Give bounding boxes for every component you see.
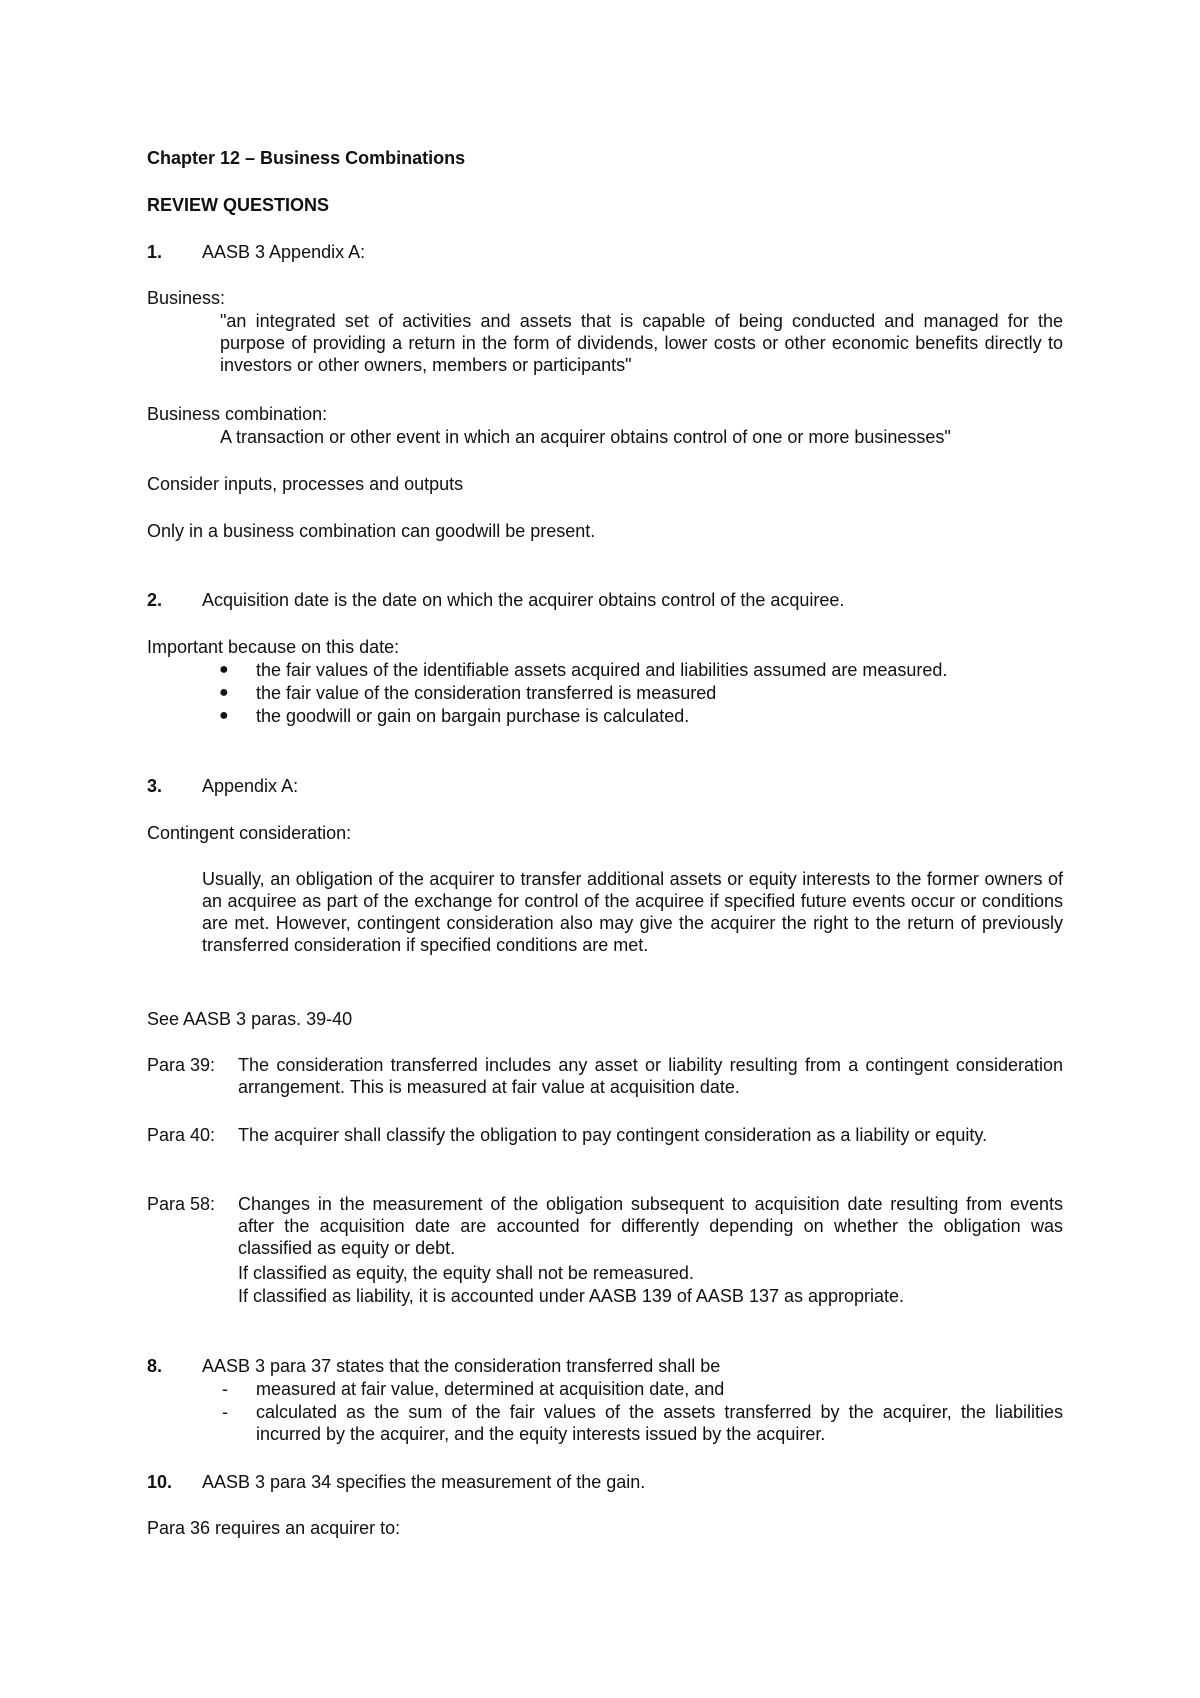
para-58-equity: If classified as equity, the equity shall not be remeasured.: [238, 1263, 694, 1283]
dash-marker: -: [222, 1402, 228, 1422]
goodwill-text: Only in a business combination can goodwill be present.: [147, 521, 596, 541]
q10-text: AASB 3 para 34 specifies the measurement of the gain.: [202, 1472, 646, 1492]
cc-definition: Usually, an obligation of the acquirer to transfer additional assets or equity interests to the former owners of an acquiree as part of the exchange for control of the acquiree if specified future events occur or conditions are met. However, contingent consideration also may give the acquirer the right to the return of previously transferred consideration if specified conditions are met.: [202, 869, 1063, 955]
bc-label: Business combination:: [147, 404, 328, 424]
q2-bullet-1: the fair values of the identifiable assets acquired and liabilities assumed are measured.: [256, 660, 948, 680]
para-58-text: Changes in the measurement of the obligation subsequent to acquisition date resulting from events after the acquisition date are accounted for differently depending on whether the obligation was classified as equity or debt.: [238, 1194, 1063, 1258]
q8-item-2: calculated as the sum of the fair values of the assets transferred by the acquirer, the liabilities incurred by the acquirer, and the equity interests issued by the acquirer.: [256, 1402, 1063, 1444]
para-39-text: The consideration transferred includes any asset or liability resulting from a contingent consideration arrangement. This is measured at fair value at acquisition date.: [238, 1055, 1063, 1097]
review-heading: REVIEW QUESTIONS: [147, 195, 330, 215]
para-36-text: Para 36 requires an acquirer to:: [147, 1518, 401, 1538]
q1-ref: AASB 3 Appendix A:: [202, 242, 366, 262]
business-label: Business:: [147, 288, 226, 308]
para-58-liability: If classified as liability, it is accounted under AASB 139 of AASB 137 as appropriate.: [238, 1286, 905, 1306]
para-58-label: Para 58:: [147, 1194, 216, 1214]
para-39-label: Para 39:: [147, 1055, 216, 1075]
chapter-title: Chapter 12 – Business Combinations: [147, 148, 466, 168]
consider-text: Consider inputs, processes and outputs: [147, 474, 464, 494]
dash-marker: -: [222, 1379, 228, 1399]
q2-bullet-3: the goodwill or gain on bargain purchase is calculated.: [256, 706, 690, 726]
q10-number: 10.: [147, 1472, 173, 1492]
bullet-icon: ●: [219, 707, 229, 724]
bullet-icon: ●: [219, 684, 229, 701]
bc-definition: A transaction or other event in which an acquirer obtains control of one or more businesses": [220, 427, 951, 447]
important-text: Important because on this date:: [147, 637, 400, 657]
q2-text: Acquisition date is the date on which the acquirer obtains control of the acquiree.: [202, 590, 845, 610]
q2-number: 2.: [147, 590, 163, 610]
q3-ref: Appendix A:: [202, 776, 299, 796]
business-definition: "an integrated set of activities and assets that is capable of being conducted and managed for the purpose of providing a return in the form of dividends, lower costs or other economic benefits directly to investors or other owners, members or participants": [220, 311, 1063, 375]
q3-number: 3.: [147, 776, 163, 796]
para-40-text: The acquirer shall classify the obligation to pay contingent consideration as a liability or equity.: [238, 1125, 988, 1145]
q1-number: 1.: [147, 242, 163, 262]
cc-label: Contingent consideration:: [147, 823, 352, 843]
q8-text: AASB 3 para 37 states that the consideration transferred shall be: [202, 1356, 721, 1376]
q8-number: 8.: [147, 1356, 163, 1376]
q2-bullet-2: the fair value of the consideration transferred is measured: [256, 683, 717, 703]
bullet-icon: ●: [219, 661, 229, 678]
para-40-label: Para 40:: [147, 1125, 216, 1145]
q8-item-1: measured at fair value, determined at acquisition date, and: [256, 1379, 725, 1399]
see-paras: See AASB 3 paras. 39-40: [147, 1009, 353, 1029]
